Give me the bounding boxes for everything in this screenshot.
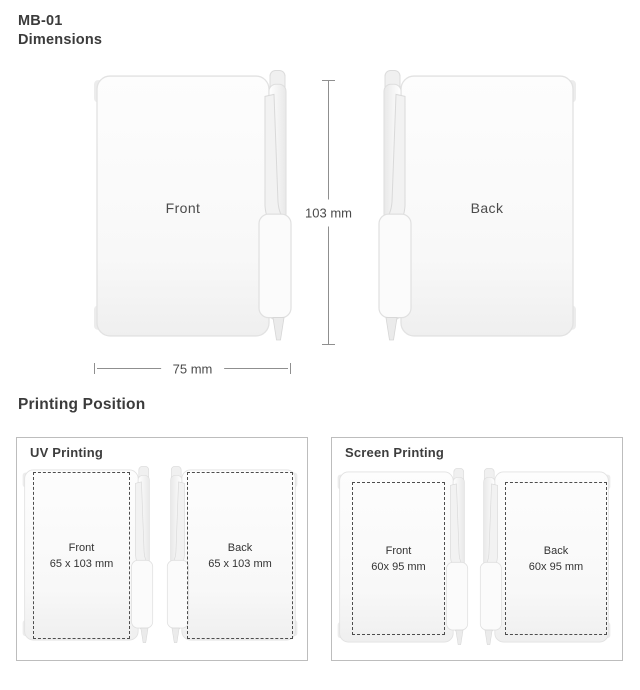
screen-back-print-area bbox=[505, 482, 607, 635]
uv-front-print-area bbox=[33, 472, 130, 639]
height-dimension-cap-top bbox=[322, 80, 335, 81]
height-value: 103 mm bbox=[303, 199, 354, 226]
height-dimension-indicator bbox=[305, 80, 352, 345]
product-code: MB-01 bbox=[18, 13, 63, 29]
width-dimension-tick-left bbox=[94, 363, 95, 374]
uv-back-label: Back bbox=[227, 541, 253, 554]
uv-front-size: 65 x 103 mm bbox=[49, 557, 114, 570]
uv-printing-title: UV Printing bbox=[30, 445, 103, 460]
back-view-label: Back bbox=[470, 200, 504, 216]
height-dimension-cap-bottom bbox=[322, 344, 335, 345]
width-dimension-indicator bbox=[94, 360, 291, 377]
width-value: 75 mm bbox=[161, 361, 225, 376]
screen-printing-title: Screen Printing bbox=[345, 445, 445, 460]
screen-front-label: Front bbox=[385, 544, 412, 557]
printing-position-heading: Printing Position bbox=[18, 396, 146, 413]
screen-front-print-area bbox=[352, 482, 445, 635]
screen-back-size: 60x 95 mm bbox=[528, 560, 584, 573]
memo-pad-back-image bbox=[377, 70, 577, 342]
dimensions-heading: Dimensions bbox=[18, 32, 103, 48]
screen-printing-panel bbox=[331, 437, 623, 661]
uv-front-label: Front bbox=[68, 541, 95, 554]
front-view-label: Front bbox=[165, 200, 201, 216]
uv-back-size: 65 x 103 mm bbox=[208, 557, 272, 570]
memo-pad-front-image bbox=[93, 70, 293, 342]
uv-back-print-area bbox=[187, 472, 293, 639]
screen-back-label: Back bbox=[543, 544, 569, 557]
width-dimension-tick-right bbox=[290, 363, 291, 374]
screen-front-size: 60x 95 mm bbox=[371, 560, 426, 573]
uv-printing-panel bbox=[16, 437, 308, 661]
